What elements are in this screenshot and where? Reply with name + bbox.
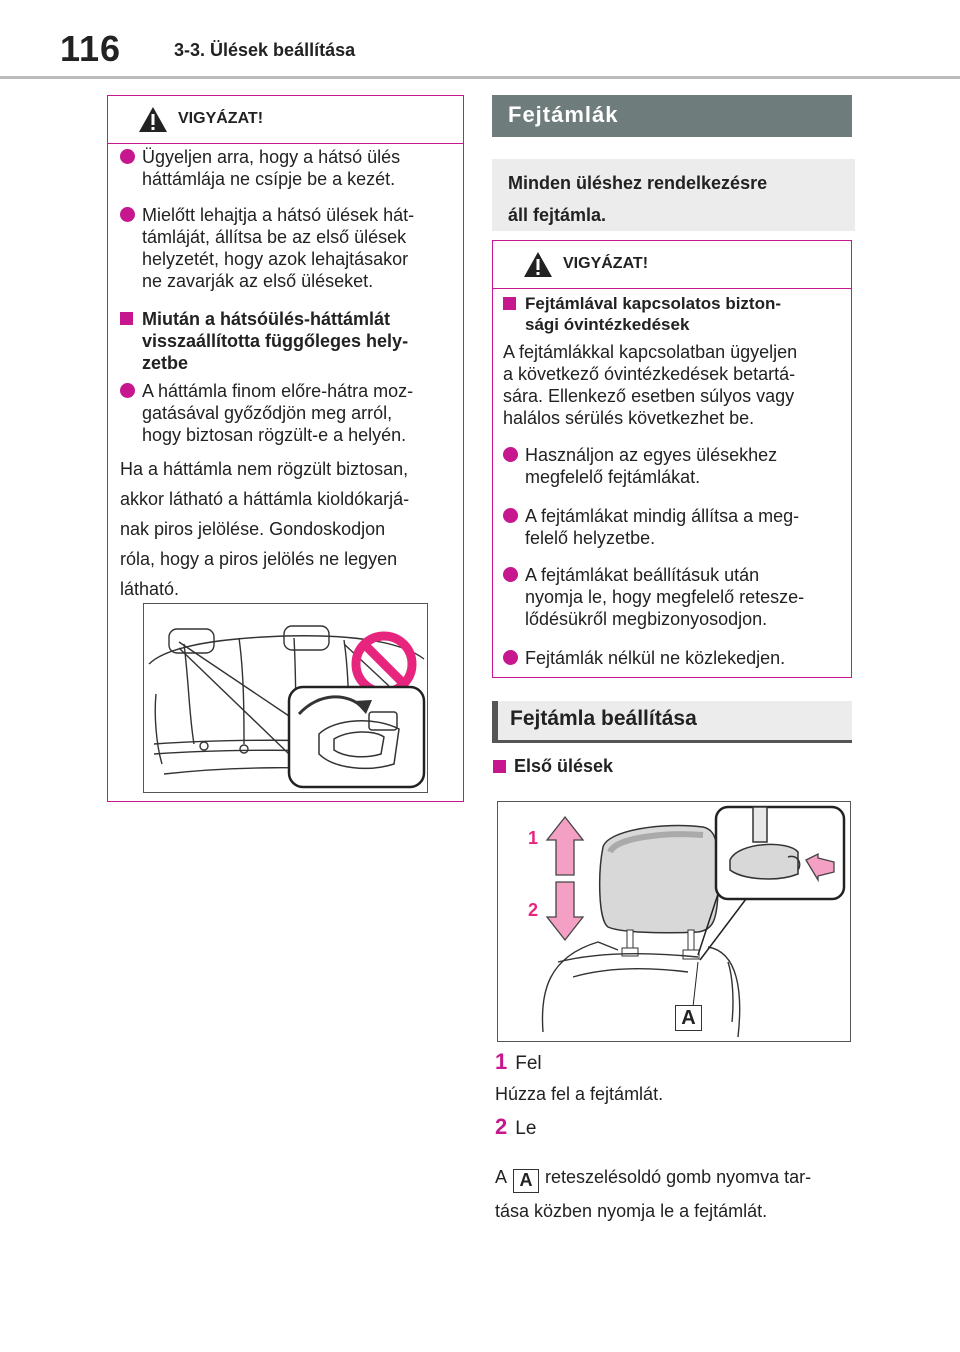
banner-title: Fejtámlák — [508, 102, 619, 127]
bullet-icon — [503, 508, 518, 523]
page-number: 116 — [60, 28, 122, 69]
paragraph-line: látható. — [120, 579, 180, 599]
section-title: 3-3. Ülések beállítása — [174, 40, 356, 60]
fejtamlak-banner — [492, 95, 852, 137]
section-banner — [492, 701, 852, 743]
release-button-ref: A — [513, 1169, 539, 1193]
list-item-text: A fejtámlákat beállításuk után nyomja le, hogy megfelelő retesze- lődésükről megbizonyosodjon. — [525, 565, 805, 629]
step-label: Fel — [515, 1053, 542, 1074]
caution-paragraph: A fejtámlákkal kapcsolatban ügyeljen a következő óvintézkedések betartá- sára. Ellenkező esetben súlyos vagy halálos sérülés következhet be. — [503, 342, 798, 428]
square-bullet-icon — [493, 760, 506, 773]
subsection-title: Első ülések — [514, 756, 614, 776]
list-item — [120, 146, 455, 190]
list-item — [503, 505, 843, 549]
list-item-text: Ügyeljen arra, hogy a hátsó ülés háttámlája ne csípje be a kezét. — [142, 147, 401, 189]
banner-accent-bar — [492, 701, 498, 740]
list-item-text: A háttámla finom előre-hátra moz- gatásával győződjön meg arról, hogy biztosan rögzült-e a helyén. — [142, 381, 414, 445]
caution-title: VIGYÁZAT! — [563, 255, 649, 272]
step-1 — [495, 1049, 542, 1075]
list-item-text: A fejtámlákat mindig állítsa a meg- felelő helyzetbe. — [525, 506, 800, 548]
list-item-heading — [120, 308, 455, 374]
warning-icon — [523, 251, 553, 278]
step-number: 1 — [495, 1049, 508, 1074]
page-header — [0, 0, 960, 80]
bullet-icon — [120, 383, 135, 398]
final-text-line1: reteszelésoldó gomb nyomva tar- — [545, 1167, 812, 1187]
intro-text: Minden üléshez rendelkezésre áll fejtámla. — [508, 173, 768, 225]
final-text-line2: tása közben nyomja le a fejtámlát. — [495, 1201, 768, 1221]
bullet-icon — [503, 447, 518, 462]
paragraph-line: akkor látható a háttámla kioldókarjá- — [120, 489, 410, 509]
paragraph-line: róla, hogy a piros jelölés ne legyen — [120, 549, 398, 569]
list-item-text: Fejtámlák nélkül ne közlekedjen. — [525, 648, 786, 668]
release-button-label: A — [675, 1005, 702, 1031]
caution-heading-text: Fejtámlával kapcsolatos bizton- sági óvintézkedések — [525, 294, 782, 334]
headrest-drawing — [498, 802, 850, 1041]
square-bullet-icon — [503, 297, 516, 310]
step-number: 2 — [495, 1114, 508, 1139]
caution-header — [493, 241, 851, 289]
final-instruction — [495, 1160, 855, 1228]
left-caution-box — [107, 95, 464, 802]
square-bullet-icon — [120, 312, 133, 325]
bullet-icon — [503, 567, 518, 582]
list-item — [120, 380, 455, 446]
caution-heading — [503, 293, 843, 335]
caution-title: VIGYÁZAT! — [178, 110, 264, 127]
list-item — [503, 444, 843, 488]
step-2 — [495, 1114, 536, 1140]
step-label: Le — [515, 1118, 537, 1139]
warning-icon — [138, 106, 168, 133]
list-item-text: Mielőtt lehajtja a hátsó ülések hát- támláját, állítsa be az első ülések helyzetét, hogy azok lehajtásakor ne zavarják az első üléseket. — [142, 205, 415, 291]
rear-seat-illustration — [143, 603, 428, 793]
caution-paragraph — [120, 454, 460, 604]
list-item-text: Miután a hátsóülés-háttámlát visszaállította függőleges hely- zetbe — [142, 309, 409, 373]
list-item — [120, 204, 455, 292]
header-rule — [0, 76, 960, 79]
paragraph-line: nak piros jelölése. Gondoskodjon — [120, 519, 386, 539]
intro-box — [492, 159, 855, 231]
list-item-text: Használjon az egyes ülésekhez megfelelő fejtámlákat. — [525, 445, 778, 487]
step-1-description: Húzza fel a fejtámlát. — [495, 1084, 664, 1104]
list-item — [503, 564, 843, 630]
final-line-1 — [495, 1160, 855, 1194]
headrest-illustration — [497, 801, 851, 1042]
list-item — [503, 647, 843, 669]
final-prefix: A — [495, 1167, 508, 1187]
right-caution-box — [492, 240, 852, 678]
arrow-label-down: 2 — [528, 900, 539, 920]
bullet-icon — [120, 207, 135, 222]
bullet-icon — [503, 650, 518, 665]
arrow-label-up: 1 — [528, 828, 539, 848]
caution-header — [108, 96, 463, 144]
section-banner-title: Fejtámla beállítása — [510, 707, 697, 730]
paragraph-line: Ha a háttámla nem rögzült biztosan, — [120, 459, 409, 479]
subsection-heading — [493, 756, 613, 777]
bullet-icon — [120, 149, 135, 164]
rear-seat-drawing — [144, 604, 427, 792]
